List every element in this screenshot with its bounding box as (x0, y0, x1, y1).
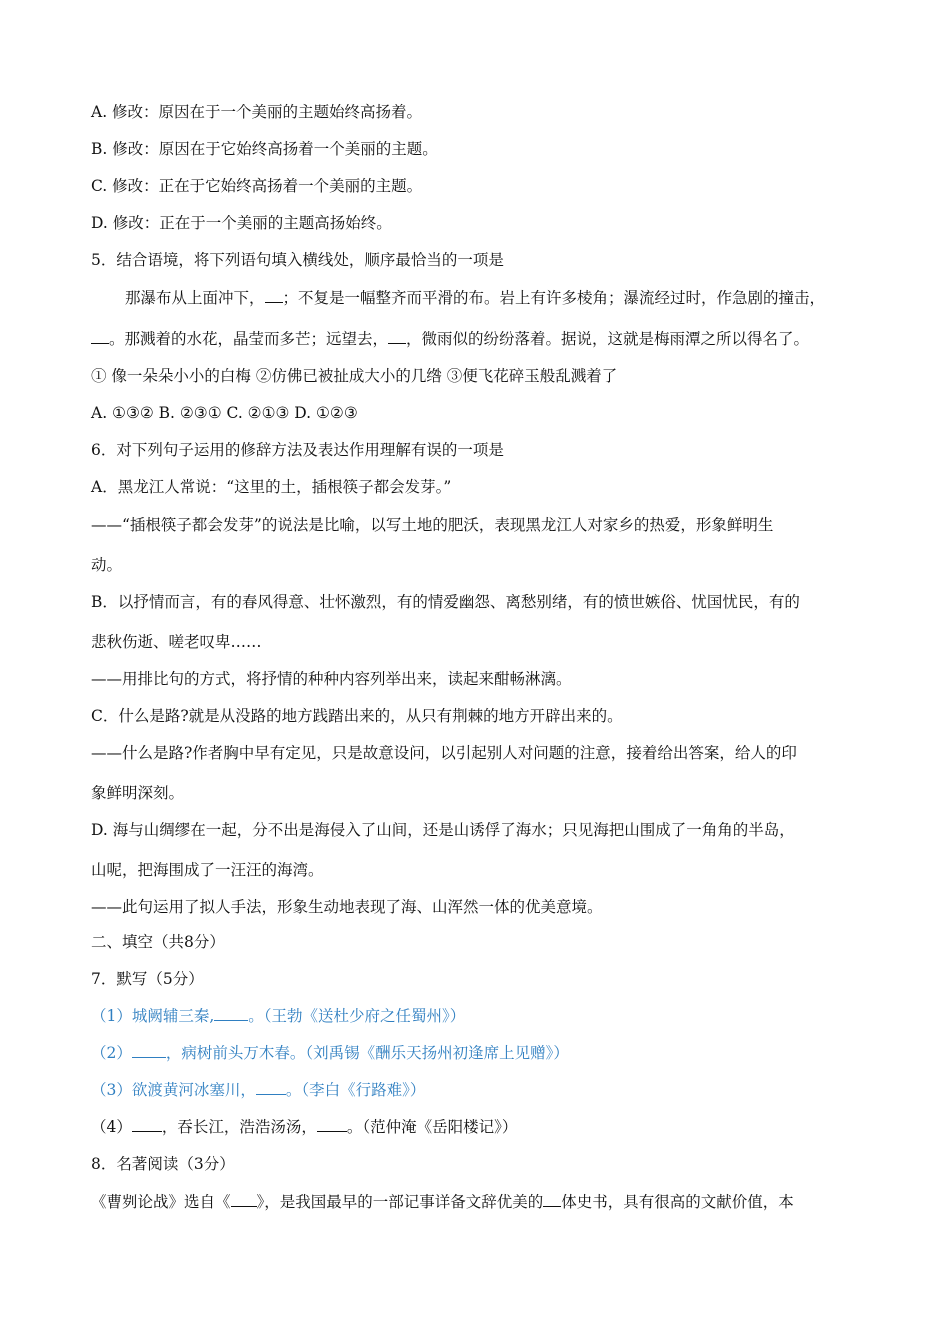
q5-passage-2b: ，微雨似的纷纷落着。据说，这就是梅雨潭之所以得名了。 (406, 330, 810, 348)
q7-blank-1[interactable] (214, 1006, 248, 1021)
q5-passage-1a: 那瀑布从上面冲下， (125, 289, 265, 307)
q4-option-a: A. 修改：原因在于一个美丽的主题始终高扬着。 (91, 103, 423, 121)
q8-text-c: 体史书，具有很高的文献价值，本 (561, 1193, 794, 1211)
q4-option-c: C. 修改：正在于它始终高扬着一个美丽的主题。 (91, 177, 423, 195)
q7-4b: ，吞长江，浩浩汤汤， (161, 1118, 317, 1136)
q7-3b: 。（李白《行路难》） (285, 1081, 426, 1099)
q5-blank-1[interactable] (265, 288, 283, 303)
q5-options: A. ①③② B. ②③① C. ②①③ D. ①②③ (91, 404, 358, 422)
q8-title: 8．名著阅读（3分） (91, 1155, 235, 1173)
q4-option-b: B. 修改：原因在于它始终高扬着一个美丽的主题。 (91, 140, 438, 158)
q7-2b: ，病树前头万木春。（刘禹锡《酬乐天扬州初逢席上见赠》） (165, 1044, 569, 1062)
q7-1b: 。（王勃《送杜少府之任蜀州》） (248, 1007, 466, 1025)
q6-d-sentence-2: 山呢，把海围成了一汪汪的海湾。 (91, 861, 324, 879)
q5-passage-1b: ；不复是一幅整齐而平滑的布。岩上有许多棱角；瀑流经过时，作急剧的撞击， (282, 289, 826, 307)
q6-b-note: ——用排比句的方式，将抒情的种种内容列举出来，读起来酣畅淋漓。 (91, 670, 572, 688)
q7-blank-3[interactable] (256, 1080, 286, 1095)
q6-a-note-1: ——“插根筷子都会发芽”的说法是比喻，以写土地的肥沃，表现黑龙江人对家乡的热爱，形象鲜明生 (91, 516, 774, 534)
q7-item-1 (91, 1006, 871, 1026)
q8-blank-1[interactable] (231, 1192, 257, 1207)
q7-item-4 (91, 1117, 871, 1137)
q6-b-sentence-2: 悲秋伤逝、嗟老叹卑…… (91, 633, 262, 651)
q6-b-sentence-1: B．以抒情而言，有的春风得意、壮怀激烈，有的情爱幽怨、离愁别绪，有的愤世嫉俗、忧国忧民，有的 (91, 593, 800, 611)
q7-item-3 (91, 1080, 871, 1100)
q7-item-2 (91, 1043, 871, 1063)
q6-stem: 6．对下列句子运用的修辞方法及表达作用理解有误的一项是 (91, 441, 504, 459)
q6-d-note: ——此句运用了拟人手法，形象生动地表现了海、山浑然一体的优美意境。 (91, 898, 603, 916)
q7-blank-5[interactable] (317, 1117, 347, 1132)
q7-blank-4[interactable] (132, 1117, 162, 1132)
q7-2a: （2） (91, 1044, 132, 1062)
q7-blank-2[interactable] (132, 1043, 166, 1058)
q6-c-note-2: 象鲜明深刻。 (91, 784, 185, 802)
q6-d-sentence-1: D. 海与山绸缪在一起，分不出是海侵入了山间，还是山诱俘了海水；只见海把山围成了一角角的半岛， (91, 821, 795, 839)
q5-passage-line-1 (125, 288, 905, 308)
q8-text (91, 1192, 871, 1212)
q6-c-sentence: C．什么是路?就是从没路的地方践踏出来的，从只有荆棘的地方开辟出来的。 (91, 707, 623, 725)
q8-blank-2[interactable] (543, 1192, 561, 1207)
q6-a-note-2: 动。 (91, 556, 123, 574)
q6-c-note-1: ——什么是路?作者胸中早有定见，只是故意设问，以引起别人对问题的注意，接着给出答案，给人的印 (91, 744, 797, 762)
q8-text-b: 》，是我国最早的一部记事详备文辞优美的 (256, 1193, 544, 1211)
q4-option-d: D. 修改：正在于一个美丽的主题高扬始终。 (91, 214, 392, 232)
q6-a-sentence: A．黑龙江人常说：“这里的土，插根筷子都会发芽。” (91, 478, 452, 496)
q8-text-a: 《曹刿论战》选自《 (91, 1193, 231, 1211)
q7-3a: （3）欲渡黄河冰塞川， (91, 1081, 256, 1099)
q5-passage-2a: 。那溅着的水花，晶莹而多芒；远望去， (109, 330, 389, 348)
q7-1a: （1）城阙辅三秦, (91, 1007, 215, 1025)
q7-title: 7．默写（5分） (91, 970, 204, 988)
q5-blank-3[interactable] (388, 329, 406, 344)
q5-passage-line-2 (91, 329, 871, 349)
section-2-heading: 二、填空（共8分） (91, 933, 225, 951)
q7-4a: （4） (91, 1118, 132, 1136)
q7-4c: 。（范仲淹《岳阳楼记》） (346, 1118, 518, 1136)
q5-stem: 5．结合语境，将下列语句填入横线处，顺序最恰当的一项是 (91, 251, 504, 269)
q5-sentences: ① 像一朵朵小小的白梅 ②仿佛已被扯成大小的几绺 ③便飞花碎玉般乱溅着了 (91, 367, 618, 385)
q5-blank-2[interactable] (91, 329, 109, 344)
